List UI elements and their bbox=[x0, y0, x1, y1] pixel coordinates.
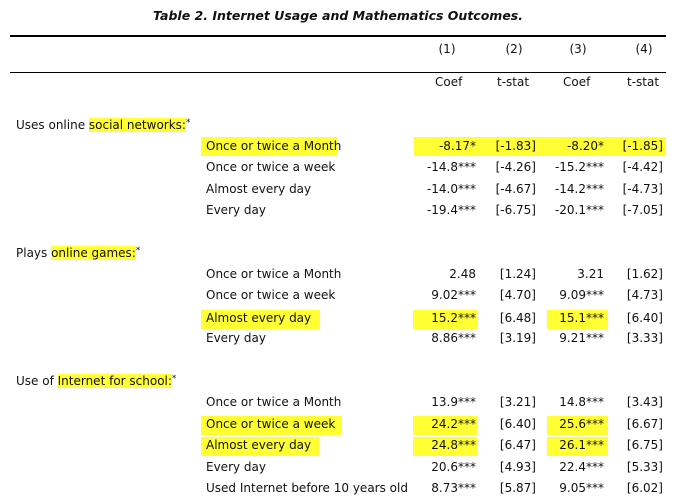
cell-c1: -19.4*** bbox=[426, 203, 476, 217]
cell-c2: [3.21] bbox=[499, 395, 536, 409]
section-prefix: Use of bbox=[16, 374, 58, 388]
cell-c3: 26.1*** bbox=[559, 438, 604, 452]
cell-c3: -14.2*** bbox=[554, 182, 604, 196]
col-number-3: (3) bbox=[569, 42, 587, 56]
cell-c4: [4.73] bbox=[626, 288, 663, 302]
row-label: Once or twice a week bbox=[206, 288, 336, 302]
cell-c4: [6.40] bbox=[626, 311, 663, 325]
row-label: Every day bbox=[206, 460, 266, 474]
cell-c4: [5.33] bbox=[626, 460, 663, 474]
section-highlight: Internet for school: bbox=[57, 374, 172, 388]
cell-c4: [6.02] bbox=[626, 481, 663, 495]
cell-c1: -8.17* bbox=[438, 139, 476, 153]
cell-c1: -14.0*** bbox=[426, 182, 476, 196]
cell-c2: [-4.26] bbox=[495, 160, 536, 174]
cell-c2: [6.47] bbox=[499, 438, 536, 452]
header-rule bbox=[10, 72, 666, 73]
row-label: Once or twice a Month bbox=[206, 395, 342, 409]
cell-c4: [-4.73] bbox=[622, 182, 663, 196]
cell-c4: [6.75] bbox=[626, 438, 663, 452]
cell-c2: [6.40] bbox=[499, 417, 536, 431]
row-label: Once or twice a Month bbox=[206, 267, 342, 281]
col-header-3: Coef bbox=[563, 75, 591, 89]
cell-c2: [-6.75] bbox=[495, 203, 536, 217]
row-label: Almost every day bbox=[206, 438, 312, 452]
col-number-1: (1) bbox=[438, 42, 456, 56]
row-label: Every day bbox=[206, 203, 266, 217]
cell-c1: 9.02*** bbox=[431, 288, 476, 302]
cell-c1: 2.48 bbox=[449, 267, 476, 281]
cell-c2: [6.48] bbox=[499, 311, 536, 325]
cell-c4: [1.62] bbox=[626, 267, 663, 281]
cell-c1: 15.2*** bbox=[431, 311, 476, 325]
row-label: Used Internet before 10 years old bbox=[206, 481, 408, 495]
section-prefix: Plays bbox=[16, 246, 52, 260]
cell-c1: 8.73*** bbox=[431, 481, 476, 495]
cell-c1: 8.86*** bbox=[431, 331, 476, 345]
col-header-1: Coef bbox=[435, 75, 463, 89]
cell-c1: 20.6*** bbox=[431, 460, 476, 474]
row-label: Almost every day bbox=[206, 182, 312, 196]
cell-c1: 24.2*** bbox=[431, 417, 476, 431]
section-prefix: Uses online bbox=[16, 118, 89, 132]
cell-c3: 15.1*** bbox=[559, 311, 604, 325]
cell-c3: -20.1*** bbox=[554, 203, 604, 217]
cell-c3: 22.4*** bbox=[559, 460, 604, 474]
cell-c2: [-1.83] bbox=[495, 139, 536, 153]
section-header-social-networks bbox=[16, 118, 190, 132]
section-star: * bbox=[135, 246, 141, 256]
col-header-4: t-stat bbox=[627, 75, 660, 89]
cell-c3: 3.21 bbox=[577, 267, 604, 281]
cell-c4: [-1.85] bbox=[622, 139, 663, 153]
cell-c2: [1.24] bbox=[499, 267, 536, 281]
cell-c3: 9.05*** bbox=[559, 481, 604, 495]
row-label: Once or twice a week bbox=[206, 160, 336, 174]
row-label: Every day bbox=[206, 331, 266, 345]
row-label: Once or twice a week bbox=[206, 417, 336, 431]
cell-c4: [6.67] bbox=[626, 417, 663, 431]
cell-c2: [4.93] bbox=[499, 460, 536, 474]
col-header-2: t-stat bbox=[497, 75, 530, 89]
row-label: Almost every day bbox=[206, 311, 312, 325]
cell-c3: -15.2*** bbox=[554, 160, 604, 174]
top-rule bbox=[10, 35, 666, 37]
cell-c2: [4.70] bbox=[499, 288, 536, 302]
table-title: Table 2. Internet Usage and Mathematics Outcomes. bbox=[153, 8, 523, 23]
col-number-2: (2) bbox=[505, 42, 523, 56]
row-label: Once or twice a Month bbox=[206, 139, 342, 153]
section-highlight: online games: bbox=[51, 246, 136, 260]
cell-c1: 13.9*** bbox=[431, 395, 476, 409]
cell-c3: -8.20* bbox=[566, 139, 604, 153]
cell-c3: 9.09*** bbox=[559, 288, 604, 302]
cell-c3: 9.21*** bbox=[559, 331, 604, 345]
cell-c2: [3.19] bbox=[499, 331, 536, 345]
cell-c3: 14.8*** bbox=[559, 395, 604, 409]
section-star: * bbox=[171, 374, 177, 384]
cell-c1: 24.8*** bbox=[431, 438, 476, 452]
col-number-4: (4) bbox=[635, 42, 653, 56]
cell-c4: [3.43] bbox=[626, 395, 663, 409]
section-header-online-games bbox=[16, 246, 140, 260]
cell-c4: [-4.42] bbox=[622, 160, 663, 174]
section-star: * bbox=[185, 118, 191, 128]
cell-c1: -14.8*** bbox=[426, 160, 476, 174]
section-highlight: social networks: bbox=[88, 118, 186, 132]
cell-c4: [3.33] bbox=[626, 331, 663, 345]
cell-c2: [-4.67] bbox=[495, 182, 536, 196]
cell-c3: 25.6*** bbox=[559, 417, 604, 431]
cell-c2: [5.87] bbox=[499, 481, 536, 495]
cell-c4: [-7.05] bbox=[622, 203, 663, 217]
section-header-internet-school bbox=[16, 374, 176, 388]
